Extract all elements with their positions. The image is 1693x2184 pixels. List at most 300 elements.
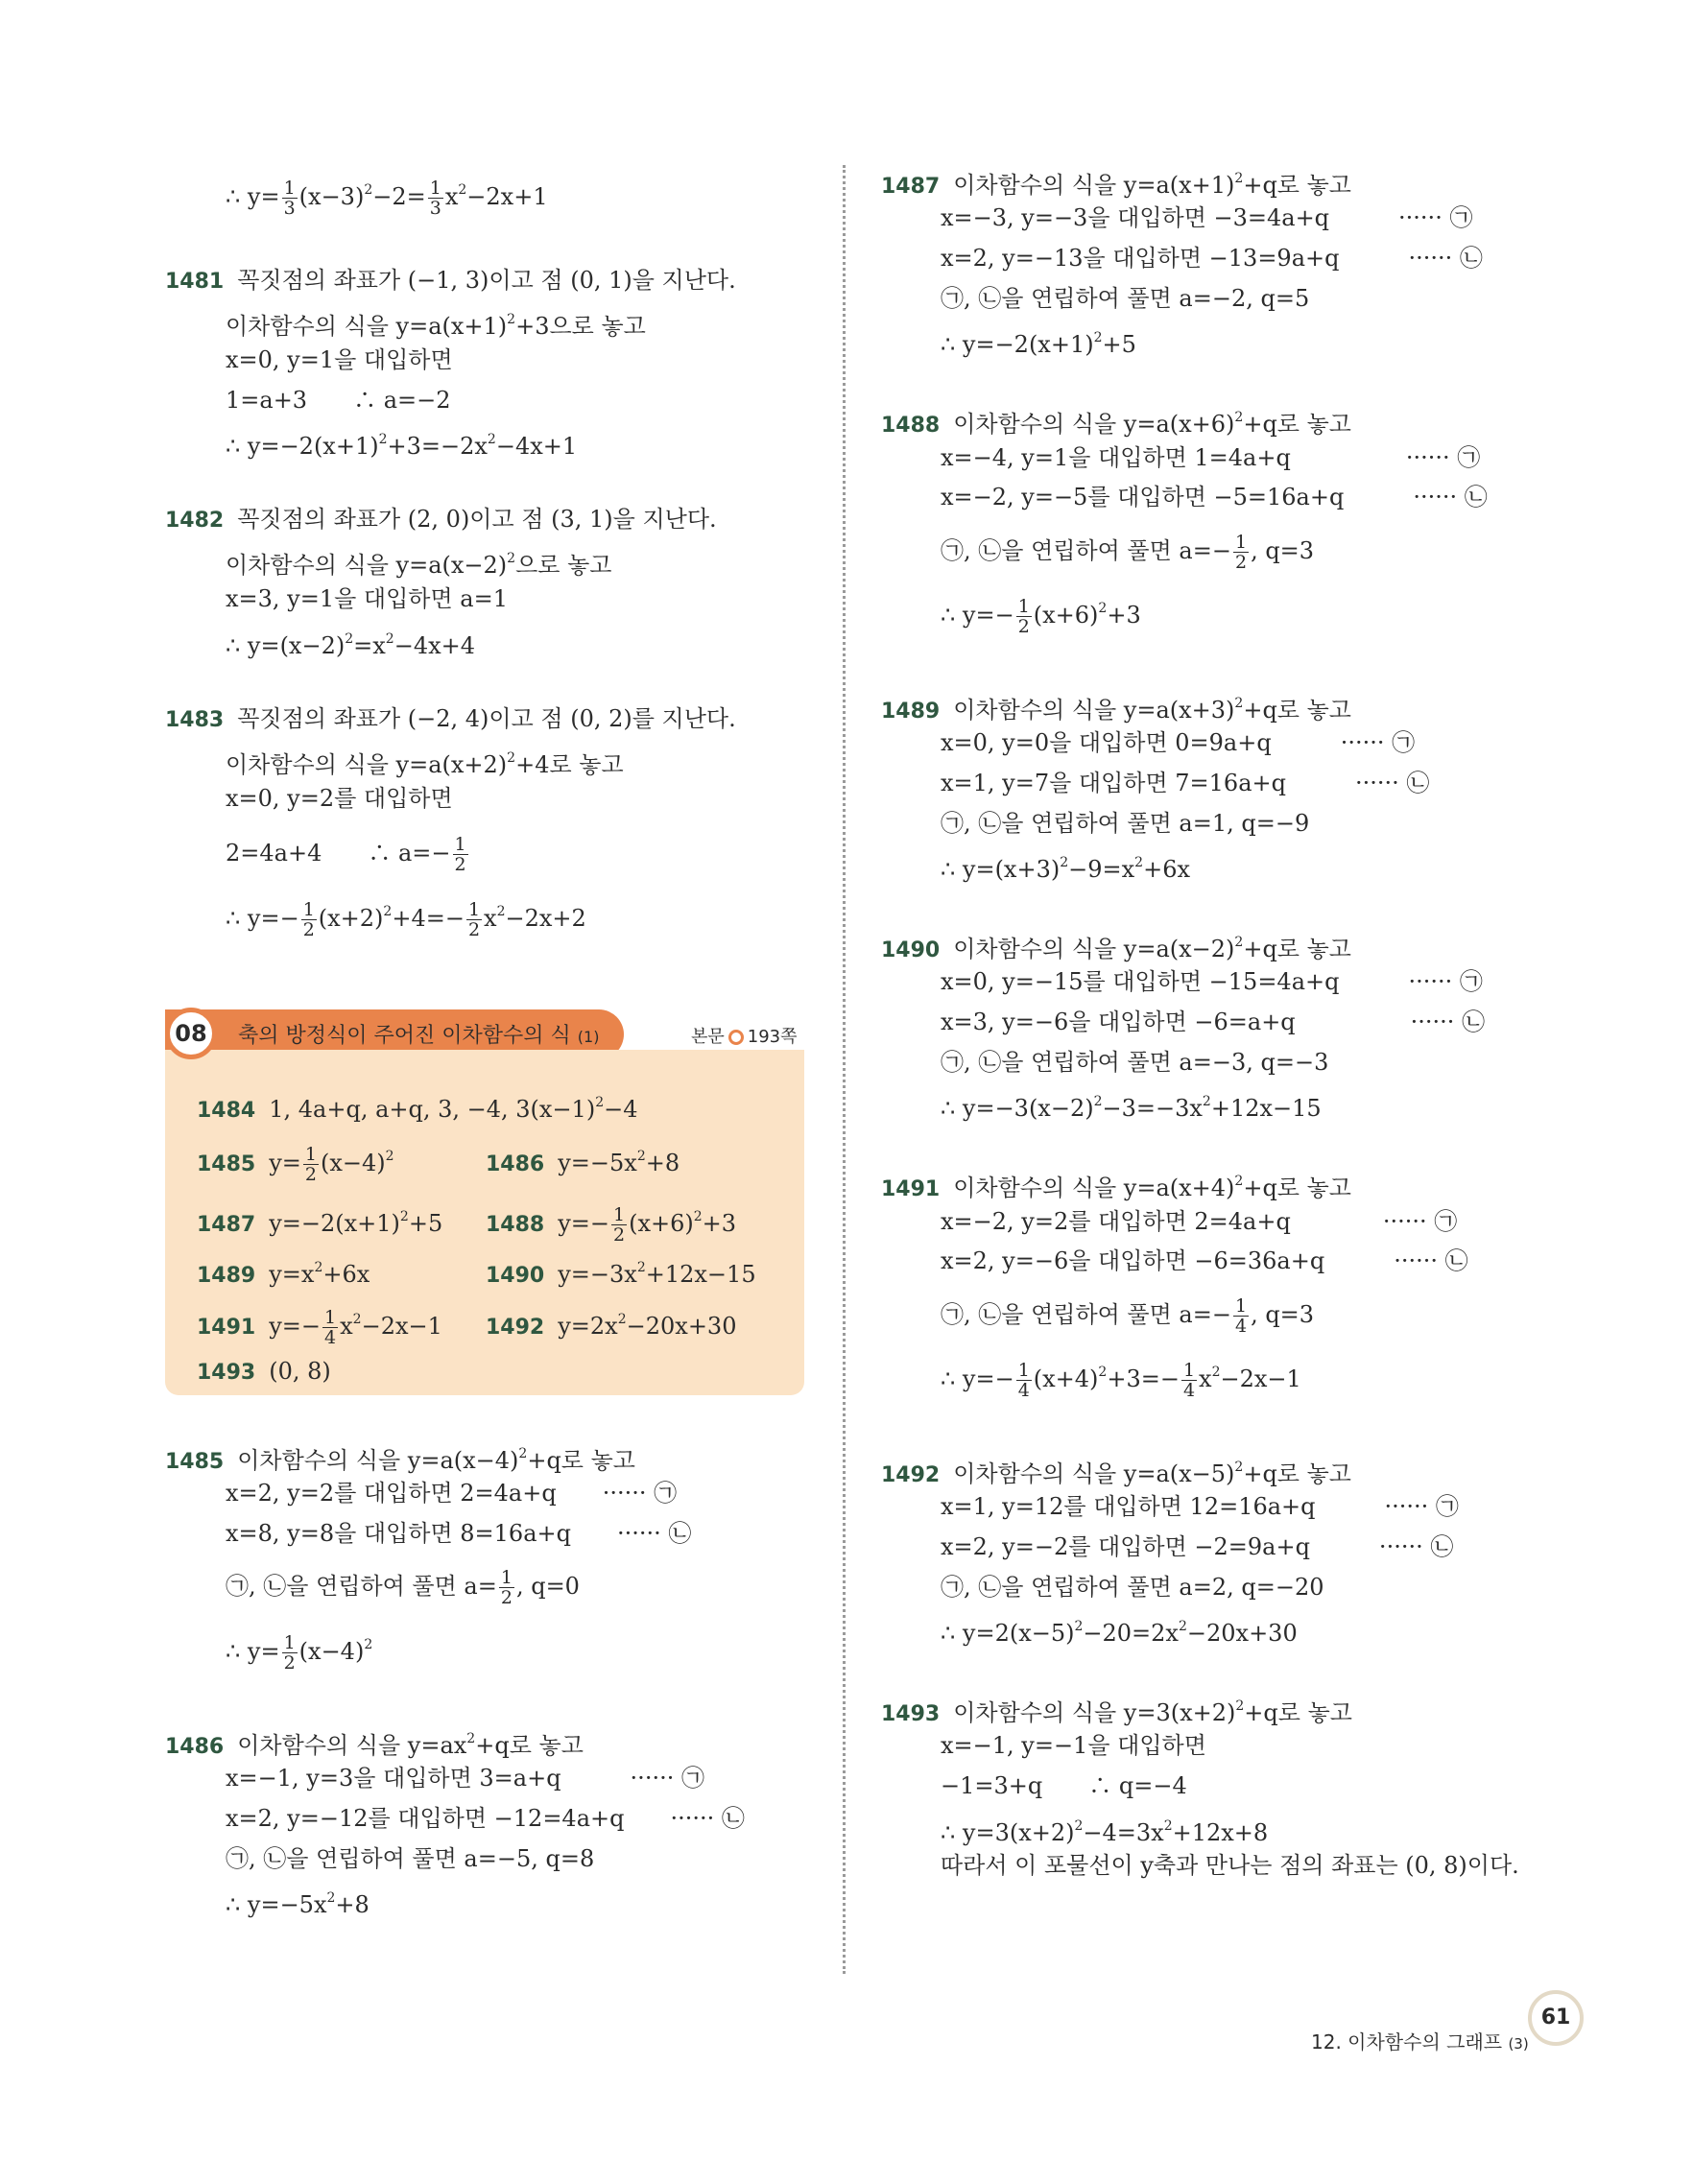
math-text: ㉠, ㉡을 연립하여 풀면 a=−2, q=5 [941, 285, 1310, 312]
fraction [303, 1145, 319, 1184]
problem-number: 1486 [486, 1152, 545, 1176]
solution-line [941, 1492, 1459, 1521]
solution-line [941, 443, 1480, 472]
exponent: 2 [507, 312, 516, 327]
solution-line [941, 323, 1136, 359]
exponent: 2 [345, 631, 354, 647]
math-text: x=0, y=−15를 대입하면 −15=4a+q ······ ㉠ [941, 968, 1483, 995]
problem-number: 1485 [165, 1450, 225, 1474]
math-text: +3=− [1107, 1365, 1180, 1392]
fraction [466, 900, 482, 939]
math-text: −20x+30 [1186, 1620, 1298, 1647]
fraction-denominator: 3 [283, 198, 296, 219]
fraction-numerator: 1 [1182, 1360, 1196, 1381]
problem-number: 1488 [486, 1213, 545, 1237]
math-text: 으로 놓고 [515, 552, 612, 579]
math-text: x=0, y=1을 대입하면 [226, 346, 453, 373]
solution-line [226, 1519, 691, 1548]
math-text: x=−2, y=−5를 대입하면 −5=16a+q ······ ㉡ [941, 484, 1488, 510]
problem-number: 1490 [486, 1264, 545, 1288]
math-text: ∴ y=− [226, 905, 299, 932]
math-text: −1=3+q ∴ q=−4 [941, 1772, 1187, 1799]
math-text: ㉠, ㉡을 연립하여 풀면 a=−3, q=−3 [941, 1049, 1329, 1076]
math-text: ∴ y= [226, 183, 280, 210]
math-text: 이차함수의 식을 y=a(x+2) [226, 751, 508, 778]
solution-line [486, 1253, 756, 1291]
math-text: (x+2) [318, 905, 384, 932]
math-text: +q로 놓고 [1243, 1175, 1351, 1201]
exponent: 2 [314, 1260, 323, 1275]
section-title [238, 1019, 599, 1049]
fraction-denominator: 4 [1017, 1380, 1030, 1401]
solution-line [941, 284, 1309, 313]
solution-line [941, 1296, 1314, 1336]
solution-line [226, 584, 508, 613]
math-text: 꼭짓점의 좌표가 (−1, 3)이고 점 (0, 1)을 지난다. [237, 267, 736, 294]
math-text: x=3, y=1을 대입하면 a=1 [226, 585, 508, 612]
exponent: 2 [496, 904, 506, 919]
math-text: +3으로 놓고 [515, 313, 646, 340]
math-text: 꼭짓점의 좌표가 (−2, 4)이고 점 (0, 2)를 지난다. [237, 705, 736, 732]
exponent: 2 [1093, 330, 1103, 345]
math-text: +5 [1102, 331, 1136, 358]
problem-number: 1485 [197, 1152, 256, 1176]
math-text: x=3, y=−6을 대입하면 −6=a+q ······ ㉡ [941, 1009, 1486, 1035]
math-text: ㉠, ㉡을 연립하여 풀면 a=−5, q=8 [226, 1845, 595, 1872]
math-text: −4x+4 [393, 632, 476, 659]
math-text: +3 [1107, 602, 1141, 629]
math-text: x=2, y=−12를 대입하면 −12=4a+q ······ ㉡ [226, 1805, 745, 1832]
exponent: 2 [636, 1260, 646, 1275]
solution-line [941, 1771, 1187, 1800]
math-text: x=−3, y=−3을 대입하면 −3=4a+q ······ ㉠ [941, 204, 1473, 231]
solution-line [941, 483, 1488, 511]
exponent: 2 [1202, 1094, 1211, 1109]
math-text: +12x−15 [1210, 1095, 1322, 1122]
math-text: x=2, y=−2를 대입하면 −2=9a+q ······ ㉡ [941, 1533, 1454, 1560]
solution-line [226, 744, 624, 779]
solution-line [226, 1568, 580, 1607]
math-text: +4로 놓고 [515, 751, 624, 778]
problem-number: 1484 [197, 1099, 256, 1123]
math-text: x=−2, y=2를 대입하면 2=4a+q ······ ㉠ [941, 1208, 1458, 1235]
math-text: −2x−1 [1220, 1365, 1301, 1392]
problem-number: 1492 [881, 1463, 941, 1487]
solution-line [881, 1453, 1351, 1490]
exponent: 2 [378, 432, 388, 447]
exponent: 2 [1234, 171, 1244, 186]
math-text: 이차함수의 식을 y=a(x+4) [953, 1175, 1235, 1201]
math-text: 이차함수의 식을 y=3(x+2) [953, 1699, 1236, 1726]
solution-line [197, 1357, 331, 1388]
fraction-denominator: 2 [283, 1652, 296, 1674]
math-text: 이차함수의 식을 y=a(x+6) [953, 411, 1235, 438]
chapter-title-sub: (3) [1508, 2035, 1529, 2053]
math-text: 1=a+3 ∴ a=−2 [226, 387, 451, 414]
math-text: −9=x [1068, 856, 1135, 883]
math-text: x [1199, 1365, 1212, 1392]
fraction-numerator: 1 [283, 1632, 296, 1653]
math-text: −4 [604, 1096, 638, 1123]
fraction-numerator: 1 [1234, 532, 1248, 553]
problem-number: 1491 [197, 1316, 256, 1340]
chapter-title: 12. 이차함수의 그래프 [1311, 2030, 1503, 2053]
solution-line [941, 728, 1415, 757]
exponent: 2 [1234, 1460, 1244, 1475]
fraction [282, 178, 298, 218]
solution-line [941, 1812, 1268, 1847]
solution-line [941, 1851, 1519, 1880]
solution-line [226, 176, 548, 218]
fraction [611, 1205, 627, 1245]
solution-line [197, 1253, 370, 1291]
math-text: +q로 놓고 [527, 1447, 635, 1474]
solution-line [226, 1479, 677, 1507]
math-text: (x+6) [1033, 602, 1099, 629]
math-text: −4=3x [1083, 1819, 1164, 1846]
solution-line [941, 1246, 1468, 1275]
math-text: +3=−2x [387, 433, 488, 460]
math-text: y=x [269, 1261, 315, 1288]
math-text: 꼭짓점의 좌표가 (2, 0)이고 점 (3, 1)을 지난다. [237, 506, 717, 533]
math-text: , q=3 [1251, 1301, 1315, 1328]
math-text: x [340, 1313, 353, 1340]
math-text: y= [269, 1150, 301, 1176]
fraction-denominator: 2 [304, 1164, 317, 1185]
fraction [453, 835, 468, 874]
math-text: 이차함수의 식을 y=a(x−2) [226, 552, 508, 579]
solution-line [226, 544, 611, 580]
math-text: ∴ y=−3(x−2) [941, 1095, 1094, 1122]
solution-line [881, 403, 1351, 440]
exponent: 2 [1098, 1365, 1108, 1380]
solution-line [881, 689, 1351, 726]
math-text: ∴ y=(x−2) [226, 632, 346, 659]
math-text: ∴ y=− [941, 1365, 1014, 1392]
math-text: +6x [322, 1261, 370, 1288]
reference-label: 본문 [691, 1027, 725, 1047]
math-text: y=2x [558, 1313, 618, 1340]
math-text: (x−4) [298, 1638, 365, 1665]
exponent: 2 [383, 904, 393, 919]
fraction-numerator: 1 [613, 1204, 626, 1225]
exponent: 2 [1178, 1619, 1187, 1634]
solution-line [197, 1202, 442, 1240]
math-text: y=− [558, 1210, 610, 1237]
math-text: y=−3x [558, 1261, 637, 1288]
solution-line [197, 1142, 394, 1184]
math-text: , q=3 [1251, 537, 1315, 564]
math-text: x=8, y=8을 대입하면 8=16a+q ······ ㉡ [226, 1520, 692, 1547]
problem-number: 1482 [165, 509, 225, 533]
math-text: 이차함수의 식을 y=a(x−4) [237, 1447, 519, 1474]
problem-number: 1491 [881, 1177, 941, 1201]
solution-line [941, 848, 1190, 884]
exponent: 2 [693, 1209, 703, 1224]
math-text: x [484, 905, 497, 932]
fraction-denominator: 2 [454, 854, 466, 875]
solution-line [486, 1202, 736, 1245]
exponent: 2 [326, 1890, 336, 1906]
fraction-numerator: 1 [500, 1567, 513, 1588]
solution-line [941, 1358, 1301, 1400]
exponent: 2 [352, 1312, 362, 1327]
fraction-denominator: 2 [613, 1224, 626, 1246]
math-text: ㉠, ㉡을 연립하여 풀면 a=1, q=−9 [941, 810, 1310, 837]
math-text: 2=4a+4 ∴ a=− [226, 840, 451, 866]
math-text: +8 [645, 1150, 680, 1176]
exponent: 2 [1234, 696, 1244, 711]
math-text: 이차함수의 식을 y=a(x+1) [226, 313, 508, 340]
math-text: ∴ y=3(x+2) [941, 1819, 1075, 1846]
solution-line [226, 1804, 745, 1833]
solution-line [941, 1532, 1453, 1561]
problem-number: 1489 [881, 700, 941, 724]
solution-line [226, 345, 453, 374]
problem-number: 1492 [486, 1316, 545, 1340]
solution-line [197, 1088, 638, 1126]
math-text: x [444, 183, 459, 210]
math-text: x=1, y=12를 대입하면 12=16a+q ······ ㉠ [941, 1493, 1459, 1520]
problem-number: 1489 [197, 1264, 256, 1288]
solution-line [226, 835, 470, 874]
exponent: 2 [1134, 855, 1144, 870]
exponent: 2 [617, 1312, 627, 1327]
fraction-numerator: 1 [429, 178, 441, 199]
problem-number: 1486 [165, 1735, 225, 1759]
solution-line [165, 505, 717, 535]
math-text: x=2, y=−13을 대입하면 −13=9a+q ······ ㉡ [941, 245, 1483, 272]
solution-line [165, 704, 736, 735]
math-text: ㉠, ㉡을 연립하여 풀면 a=2, q=−20 [941, 1574, 1324, 1601]
exponent: 2 [518, 1446, 528, 1461]
problem-number: 1488 [881, 414, 941, 438]
math-text: −2= [372, 183, 426, 210]
exponent: 2 [487, 432, 496, 447]
fraction-numerator: 1 [454, 834, 466, 855]
solution-line [165, 266, 736, 297]
math-text: +4=− [392, 905, 465, 932]
exponent: 2 [507, 551, 516, 566]
math-text: y=−2(x+1) [269, 1210, 400, 1237]
math-text: x=−4, y=1을 대입하면 1=4a+q ······ ㉠ [941, 444, 1481, 471]
math-text: ㉠, ㉡을 연립하여 풀면 a= [226, 1573, 497, 1600]
math-text: , q=0 [515, 1573, 580, 1600]
math-text: ㉠, ㉡을 연립하여 풀면 a=− [941, 537, 1231, 564]
math-text: +q로 놓고 [1244, 1699, 1352, 1726]
exponent: 2 [636, 1149, 646, 1164]
solution-line [941, 203, 1472, 232]
problem-number: 1483 [165, 708, 225, 732]
solution-line [226, 897, 586, 939]
math-text: +6x [1143, 856, 1191, 883]
solution-line [941, 1731, 1206, 1760]
math-text: −3=−3x [1102, 1095, 1203, 1122]
exponent: 2 [595, 1095, 605, 1110]
math-text: x=−1, y=3을 대입하면 3=a+q ······ ㉠ [226, 1765, 704, 1792]
page-footer [1311, 2027, 1529, 2054]
math-text: +q로 놓고 [1243, 1460, 1351, 1487]
solution-line [881, 928, 1351, 965]
math-text: 이차함수의 식을 y=ax [237, 1732, 467, 1759]
math-text: ∴ y=−2(x+1) [226, 433, 379, 460]
math-text: +12x−15 [645, 1261, 756, 1288]
fraction [1016, 1361, 1032, 1400]
fraction [1233, 533, 1249, 572]
problem-number: 1481 [165, 270, 225, 294]
math-text: ∴ y=−5x [226, 1891, 327, 1918]
solution-line [486, 1142, 680, 1179]
math-text: (x−3) [298, 183, 365, 210]
solution-line [165, 1439, 635, 1477]
math-text: ∴ y=−2(x+1) [941, 331, 1094, 358]
solution-line [197, 1305, 442, 1347]
exponent: 2 [364, 1637, 373, 1652]
math-text: y=− [269, 1313, 322, 1340]
math-text: ∴ y= [226, 1638, 280, 1665]
problem-number: 1487 [881, 175, 941, 199]
math-text: (x−4) [321, 1150, 386, 1176]
solution-line [881, 164, 1351, 202]
fraction-numerator: 1 [1017, 1360, 1030, 1381]
math-text: x=0, y=2를 대입하면 [226, 785, 453, 812]
math-text: 따라서 이 포물선이 y축과 만나는 점의 좌표는 (0, 8)이다. [941, 1852, 1519, 1879]
fraction-denominator: 2 [500, 1587, 513, 1608]
math-text: x=−1, y=−1을 대입하면 [941, 1732, 1206, 1759]
math-text: −20=2x [1083, 1620, 1179, 1647]
page-number: 61 [1528, 1990, 1584, 2046]
fraction [1181, 1361, 1197, 1400]
fraction-denominator: 2 [467, 919, 481, 940]
exponent: 2 [1234, 1174, 1244, 1189]
math-text: −2x−1 [361, 1313, 442, 1340]
problem-number: 1487 [197, 1213, 256, 1237]
fraction-numerator: 1 [1234, 1295, 1248, 1317]
math-text: x=0, y=0을 대입하면 0=9a+q ······ ㉠ [941, 729, 1416, 756]
fraction [428, 178, 443, 218]
section-title-text: 축의 방정식이 주어진 이차함수의 식 [238, 1024, 571, 1048]
fraction [1016, 597, 1032, 636]
math-text: 이차함수의 식을 y=a(x+1) [953, 172, 1235, 199]
reference-circle-icon [728, 1030, 744, 1045]
solution-line [226, 386, 451, 415]
fraction-numerator: 1 [467, 899, 481, 920]
solution-line [226, 1630, 372, 1673]
math-text: (x+6) [629, 1210, 694, 1237]
exponent: 2 [1211, 1365, 1221, 1380]
fraction [301, 900, 317, 939]
math-text: x=2, y=2를 대입하면 2=4a+q ······ ㉠ [226, 1480, 678, 1507]
fraction-numerator: 1 [1017, 596, 1030, 617]
math-text: −2x+2 [505, 905, 586, 932]
fraction-denominator: 4 [1182, 1380, 1196, 1401]
section-number-badge: 08 [165, 1008, 217, 1059]
fraction [282, 1633, 298, 1673]
fraction-numerator: 1 [302, 899, 315, 920]
solution-line [941, 1612, 1298, 1648]
problem-number: 1493 [881, 1702, 941, 1726]
math-text: 이차함수의 식을 y=a(x−5) [953, 1460, 1235, 1487]
exponent: 2 [458, 182, 467, 198]
math-text: ㉠, ㉡을 연립하여 풀면 a=− [941, 1301, 1231, 1328]
fraction-denominator: 2 [1234, 552, 1248, 573]
math-text: ∴ y=2(x−5) [941, 1620, 1075, 1647]
math-text: =x [353, 632, 386, 659]
solution-line [941, 809, 1309, 838]
exponent: 2 [1060, 855, 1069, 870]
exponent: 2 [364, 182, 373, 198]
math-text: −2x+1 [466, 183, 548, 210]
solution-line [486, 1305, 736, 1342]
exponent: 2 [1098, 601, 1108, 616]
solution-line [881, 1692, 1352, 1729]
math-text: +3 [702, 1210, 737, 1237]
problem-number: 1490 [881, 938, 941, 962]
fraction-numerator: 1 [304, 1144, 317, 1165]
solution-line [941, 1087, 1322, 1123]
exponent: 2 [466, 1731, 476, 1746]
section-title-sub: (1) [577, 1028, 600, 1046]
exponent: 2 [1074, 1619, 1084, 1634]
solution-line [941, 1573, 1324, 1602]
column-divider [843, 165, 846, 1974]
math-text: +q로 놓고 [1243, 172, 1351, 199]
math-text: +q로 놓고 [1243, 411, 1351, 438]
fraction-numerator: 1 [324, 1307, 337, 1328]
solution-line [226, 1764, 704, 1792]
fraction-denominator: 4 [324, 1327, 337, 1348]
math-text: x=2, y=−6을 대입하면 −6=36a+q ······ ㉡ [941, 1247, 1468, 1274]
solution-line [941, 1048, 1328, 1077]
math-text: ∴ y=(x+3) [941, 856, 1061, 883]
math-text: −20x+30 [626, 1313, 737, 1340]
math-text: x=1, y=7을 대입하면 7=16a+q ······ ㉡ [941, 770, 1430, 796]
solution-line [941, 594, 1141, 636]
math-text: y=−5x [558, 1150, 637, 1176]
solution-line [881, 1167, 1351, 1204]
fraction-denominator: 2 [1017, 616, 1030, 637]
problem-number: 1493 [197, 1361, 256, 1385]
fraction [322, 1308, 338, 1347]
solution-line [941, 1207, 1457, 1236]
solution-line [941, 533, 1314, 572]
solution-line [226, 1884, 370, 1919]
solution-line [226, 625, 475, 660]
solution-line [226, 305, 646, 341]
fraction [1233, 1296, 1249, 1336]
exponent: 2 [385, 1149, 394, 1164]
fraction [499, 1568, 514, 1607]
math-text: +12x+8 [1172, 1819, 1269, 1846]
solution-line [226, 784, 453, 813]
math-text: +q로 놓고 [1243, 936, 1351, 962]
math-text: +q로 놓고 [1243, 697, 1351, 724]
math-text: +q로 놓고 [475, 1732, 584, 1759]
solution-line [226, 425, 577, 461]
textbook-reference [691, 1023, 798, 1048]
fraction-numerator: 1 [283, 178, 296, 199]
exponent: 2 [1163, 1818, 1173, 1834]
math-text: +5 [408, 1210, 443, 1237]
math-text: −4x+1 [495, 433, 578, 460]
fraction-denominator: 2 [302, 919, 315, 940]
solution-line [226, 1844, 594, 1873]
math-text: 1, 4a+q, a+q, 3, −4, 3(x−1) [269, 1096, 596, 1123]
solution-line [941, 1008, 1485, 1036]
math-text: (0, 8) [269, 1358, 331, 1385]
math-text: 이차함수의 식을 y=a(x+3) [953, 697, 1235, 724]
exponent: 2 [1234, 410, 1244, 425]
